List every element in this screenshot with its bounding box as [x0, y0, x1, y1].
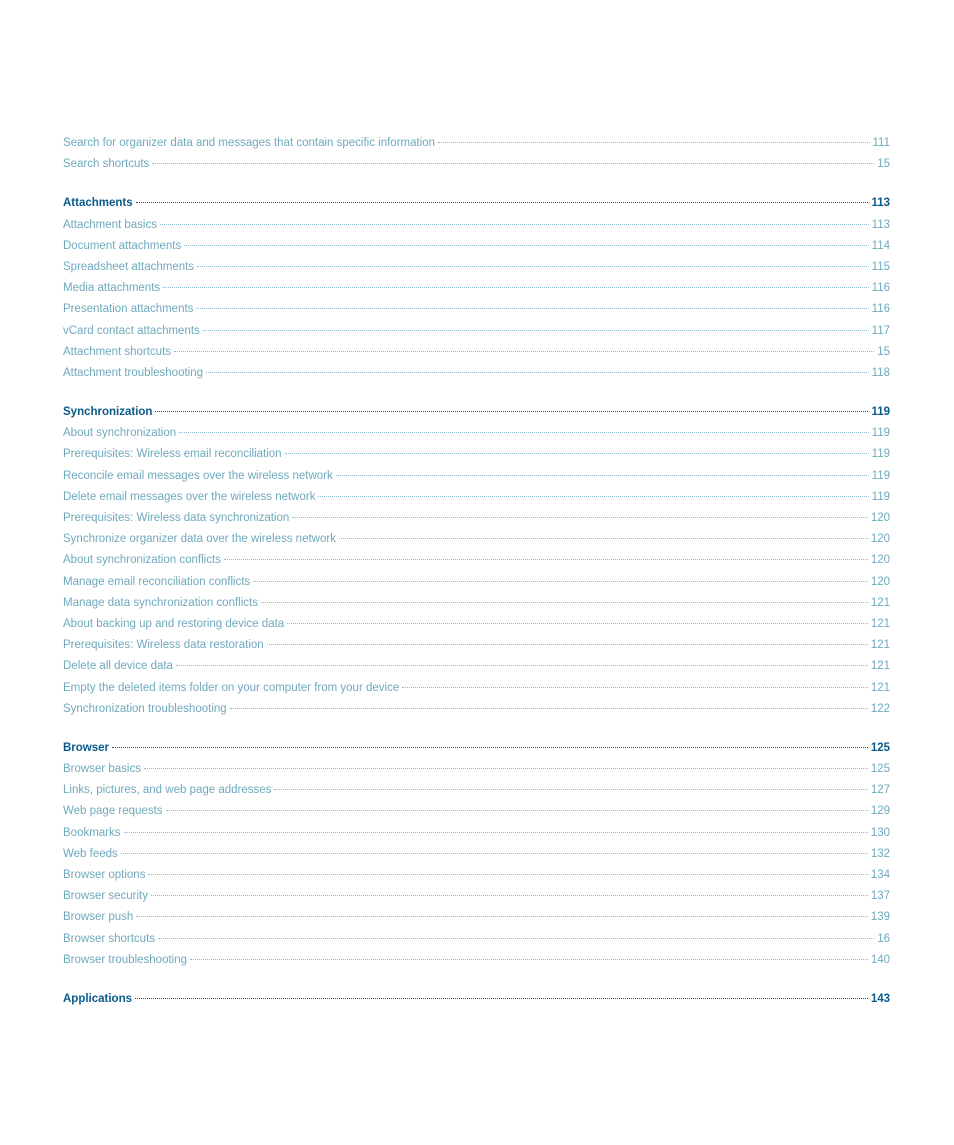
toc-section-title: Synchronization — [63, 406, 153, 419]
toc-entry[interactable] — [63, 886, 890, 907]
dot-leader — [158, 937, 874, 939]
dot-leader — [438, 141, 869, 143]
toc-section-title: Browser — [63, 741, 110, 754]
toc-entry-title: Attachment troubleshooting — [63, 366, 204, 379]
dot-leader — [287, 622, 868, 624]
dot-leader — [136, 201, 869, 203]
page-number: 140 — [870, 953, 890, 966]
dot-leader — [253, 580, 868, 582]
toc-entry-title: Manage email reconciliation conflicts — [63, 575, 251, 588]
toc-entry[interactable] — [63, 299, 890, 320]
toc-entry[interactable] — [63, 236, 890, 257]
toc-entry[interactable] — [63, 950, 890, 971]
dot-leader — [224, 558, 868, 560]
page-number: 115 — [871, 260, 890, 273]
toc-section-title: Applications — [63, 992, 133, 1005]
dot-leader — [155, 410, 868, 412]
page-number: 130 — [870, 826, 890, 839]
toc-entry[interactable] — [63, 423, 890, 444]
page-number: 113 — [871, 197, 890, 210]
toc-entry[interactable] — [63, 593, 890, 614]
page-number: 125 — [870, 763, 890, 776]
dot-leader — [261, 601, 868, 603]
toc-entry-title: Presentation attachments — [63, 303, 194, 316]
toc-entry[interactable] — [63, 823, 890, 844]
page-number: 15 — [877, 345, 890, 358]
toc-entry[interactable] — [63, 342, 890, 363]
toc-entry[interactable] — [63, 278, 890, 299]
dot-leader — [190, 958, 868, 960]
page-number: 119 — [871, 448, 890, 461]
dot-leader — [292, 516, 868, 518]
dot-leader — [151, 894, 868, 896]
toc-entry[interactable] — [63, 929, 890, 950]
toc-entry[interactable] — [63, 215, 890, 236]
dot-leader — [230, 707, 868, 709]
dot-leader — [184, 244, 868, 246]
toc-entry-title: Browser troubleshooting — [63, 953, 188, 966]
group-spacer — [63, 720, 890, 738]
toc-entry-title: Document attachments — [63, 239, 182, 252]
dot-leader — [402, 686, 868, 688]
page-number: 120 — [870, 512, 890, 524]
page-number: 119 — [871, 469, 890, 482]
dot-leader — [203, 329, 869, 331]
dot-leader — [274, 788, 867, 790]
toc-entry-title: Bookmarks — [63, 826, 121, 839]
toc-entry[interactable] — [63, 508, 890, 529]
page-number: 127 — [870, 784, 890, 797]
dot-leader — [112, 746, 868, 748]
toc-entry-title: Attachment shortcuts — [63, 345, 172, 358]
toc-entry-title: Spreadsheet attachments — [63, 260, 195, 273]
page-number: 132 — [870, 847, 890, 860]
dot-leader — [339, 537, 868, 539]
toc-entry[interactable] — [63, 865, 890, 886]
toc-entry[interactable] — [63, 699, 890, 720]
toc-entry-title: Reconcile email messages over the wireless network — [63, 469, 333, 482]
toc-entry-title: Prerequisites: Wireless data synchronization — [63, 512, 290, 524]
toc-entry-title: Delete all device data — [63, 660, 173, 673]
toc-entry[interactable] — [63, 487, 890, 508]
page-number: 143 — [870, 992, 890, 1005]
dot-leader — [166, 809, 868, 811]
toc-entry[interactable] — [63, 444, 890, 465]
toc-entry[interactable] — [63, 466, 890, 487]
dot-leader — [285, 452, 869, 454]
page-number: 117 — [871, 324, 890, 337]
toc-entry[interactable] — [63, 529, 890, 550]
page-number: 116 — [871, 282, 890, 295]
dot-leader — [152, 162, 874, 164]
toc-entry-title: About synchronization conflicts — [63, 554, 221, 567]
toc-entry[interactable] — [63, 614, 890, 635]
dot-leader — [136, 915, 868, 917]
toc-entry-title: Empty the deleted items folder on your computer from your device — [63, 681, 400, 694]
dot-leader — [163, 286, 868, 288]
dot-leader — [121, 852, 868, 854]
dot-leader — [206, 371, 869, 373]
toc-entry-title: Synchronization troubleshooting — [63, 702, 227, 715]
page-number: 121 — [870, 681, 890, 694]
page-number: 120 — [870, 554, 890, 567]
toc-entry-title: Browser push — [63, 911, 134, 924]
page-number: 134 — [870, 869, 890, 881]
dot-leader — [196, 307, 868, 309]
page-number: 121 — [870, 617, 890, 630]
page-number: 116 — [871, 303, 890, 316]
page-number: 16 — [877, 932, 890, 945]
page-number: 121 — [870, 596, 890, 609]
page-number: 119 — [871, 406, 890, 419]
dot-leader — [174, 350, 874, 352]
toc-entry-title: Manage data synchronization conflicts — [63, 596, 258, 609]
dot-leader — [179, 431, 869, 433]
toc-entry-title: About synchronization — [63, 427, 177, 440]
toc-entry-title: Search for organizer data and messages that contain specific information — [63, 137, 436, 149]
toc-entry-title: Browser security — [63, 890, 148, 903]
toc-entry[interactable] — [63, 572, 890, 593]
page-number: 122 — [870, 702, 890, 715]
page-number: 113 — [871, 218, 890, 231]
dot-leader — [176, 664, 868, 666]
dot-leader — [318, 495, 868, 497]
page-number: 137 — [870, 890, 890, 903]
toc-entry[interactable] — [63, 678, 890, 699]
toc-section-browser[interactable] — [63, 738, 890, 759]
toc-entry[interactable] — [63, 801, 890, 822]
toc-entry[interactable] — [63, 656, 890, 677]
page-number: 119 — [871, 427, 890, 440]
toc-entry[interactable] — [63, 133, 890, 154]
group-spacer — [63, 971, 890, 989]
group-spacer — [63, 175, 890, 193]
toc-entry-title: Attachment basics — [63, 218, 157, 231]
toc-entry-title: Delete email messages over the wireless network — [63, 490, 316, 503]
toc-entry-title: Synchronize organizer data over the wireless network — [63, 533, 336, 546]
toc-section-attachments[interactable] — [63, 193, 890, 214]
group-spacer — [63, 384, 890, 402]
page-number: 118 — [871, 366, 890, 379]
dot-leader — [336, 474, 869, 476]
toc-entry[interactable] — [63, 154, 890, 175]
toc-entry[interactable] — [63, 635, 890, 656]
toc-entry-title: Prerequisites: Wireless data restoration — [63, 639, 264, 652]
page-number: 129 — [870, 805, 890, 818]
toc-entry-title: Browser basics — [63, 763, 141, 776]
toc-entry[interactable] — [63, 844, 890, 865]
page-number: 120 — [870, 533, 890, 546]
page-number: 125 — [870, 741, 890, 754]
table-of-contents — [63, 133, 890, 1010]
dot-leader — [197, 265, 869, 267]
toc-entry-title: Prerequisites: Wireless email reconciliation — [63, 448, 282, 461]
dot-leader — [267, 643, 868, 645]
toc-entry-title: Links, pictures, and web page addresses — [63, 784, 272, 797]
toc-entry[interactable] — [63, 321, 890, 342]
toc-entry-title: Media attachments — [63, 282, 161, 295]
page-number: 121 — [870, 639, 890, 652]
dot-leader — [144, 767, 868, 769]
toc-entry[interactable] — [63, 363, 890, 384]
toc-section-applications[interactable] — [63, 989, 890, 1010]
toc-entry[interactable] — [63, 907, 890, 928]
page-number: 111 — [872, 137, 890, 149]
toc-entry-title: Web page requests — [63, 805, 163, 818]
toc-entry-title: vCard contact attachments — [63, 324, 200, 337]
dot-leader — [135, 997, 868, 999]
toc-entry-title: Web feeds — [63, 847, 118, 860]
page-number: 119 — [871, 490, 890, 503]
page-number: 139 — [870, 911, 890, 924]
page-number: 121 — [870, 660, 890, 673]
toc-entry-title: Browser options — [63, 869, 146, 881]
toc-entry[interactable] — [63, 257, 890, 278]
dot-leader — [160, 223, 869, 225]
dot-leader — [124, 831, 868, 833]
page-number: 120 — [870, 575, 890, 588]
toc-section-synchronization[interactable] — [63, 402, 890, 423]
toc-entry-title: Browser shortcuts — [63, 932, 156, 945]
toc-entry-title: About backing up and restoring device data — [63, 617, 285, 630]
toc-entry[interactable] — [63, 759, 890, 780]
toc-entry[interactable] — [63, 550, 890, 571]
page-number: 114 — [871, 239, 890, 252]
dot-leader — [148, 873, 867, 875]
toc-entry-title: Search shortcuts — [63, 158, 150, 171]
page-number: 15 — [877, 158, 890, 171]
toc-section-title: Attachments — [63, 197, 133, 210]
toc-entry[interactable] — [63, 780, 890, 801]
